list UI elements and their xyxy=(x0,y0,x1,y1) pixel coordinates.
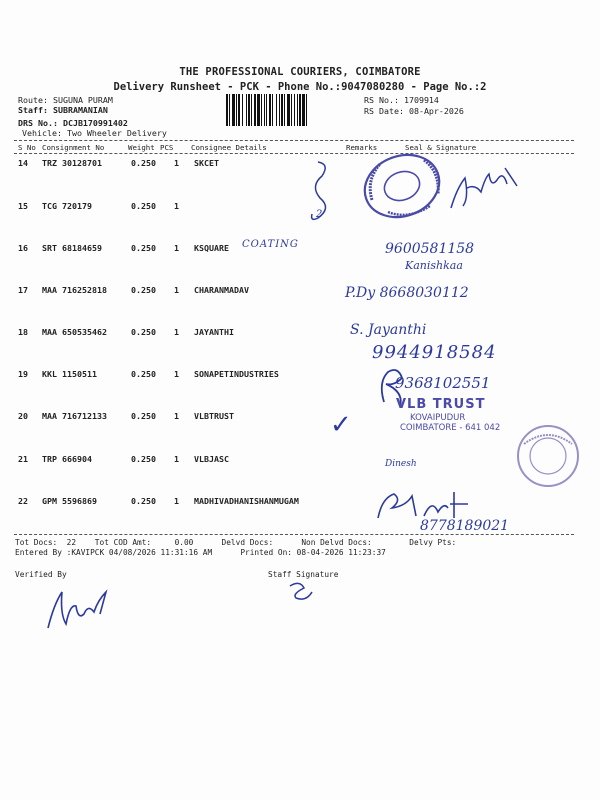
table-row xyxy=(0,243,600,263)
row-pcs: 1 xyxy=(174,158,179,168)
college-seal-stamp xyxy=(358,150,454,222)
route-label: Route: SUGUNA PURAM xyxy=(18,95,113,105)
row-consignee: JAYANTHI xyxy=(194,327,234,337)
handwritten-phone: 9944918584 xyxy=(372,342,497,363)
entered-line: Entered By :KAVIPCK 04/08/2026 11:31:16 AM Printed On: 08-04-2026 11:23:37 xyxy=(15,548,386,557)
handwritten-name: Kanishkaa xyxy=(405,259,463,272)
staff-signature xyxy=(282,578,322,604)
signature-mark xyxy=(445,158,525,218)
handwritten-phone: 9600581158 xyxy=(385,241,475,257)
row-sno: 21 xyxy=(18,454,28,464)
row-consignment: TRZ 30128701 xyxy=(42,158,102,168)
staff-label: Staff: SUBRAMANIAN xyxy=(18,105,108,115)
handwritten-phone: P.Dy 8668030112 xyxy=(345,285,469,301)
row-consignee: SKCET xyxy=(194,158,219,168)
row-sno: 15 xyxy=(18,201,28,211)
barcode xyxy=(226,94,358,126)
col-pcs: PCS xyxy=(160,143,174,152)
row-consignment: GPM 5596869 xyxy=(42,496,97,506)
col-consignee: Consignee Details xyxy=(191,143,267,152)
row-sno: 20 xyxy=(18,411,28,421)
handwritten-coating: COATING xyxy=(242,239,299,250)
row-weight: 0.250 xyxy=(131,411,156,421)
row-consignment: SRT 68184659 xyxy=(42,243,102,253)
handwritten-signature: 9368102551 xyxy=(395,374,491,392)
row-sno: 16 xyxy=(18,243,28,253)
table-row xyxy=(0,369,600,389)
row-weight: 0.250 xyxy=(131,243,156,253)
table-row xyxy=(0,496,600,516)
verifier-signature xyxy=(40,584,120,634)
handwritten-two: 2 xyxy=(316,209,323,220)
row-consignment: TCG 720179 xyxy=(42,201,92,211)
verified-by-label: Verified By xyxy=(15,570,67,579)
row-consignee: KSQUARE xyxy=(194,243,229,253)
row-weight: 0.250 xyxy=(131,158,156,168)
vlb-stamp-name: VLB TRUST xyxy=(396,397,486,412)
row-consignee: VLBJASC xyxy=(194,454,229,464)
handwritten-phone: 8778189021 xyxy=(420,518,510,534)
vlb-stamp-place: KOVAIPUDUR xyxy=(410,413,466,423)
table-row xyxy=(0,285,600,305)
handwritten-name: Dinesh xyxy=(385,459,417,469)
company-title: THE PROFESSIONAL COURIERS, COIMBATORE xyxy=(179,66,421,78)
drs-number: DRS No.: DCJB170991402 xyxy=(18,118,128,128)
staff-signature-label: Staff Signature xyxy=(268,570,339,579)
row-consignment: TRP 666904 xyxy=(42,454,92,464)
row-weight: 0.250 xyxy=(131,327,156,337)
col-consignment: Consignment No xyxy=(42,143,105,152)
row-pcs: 1 xyxy=(174,243,179,253)
totals-line: Tot Docs: 22 Tot COD Amt: 0.00 Delvd Docs: Non Delvd Docs: Delvy Pts: xyxy=(15,538,457,547)
rs-date: RS Date: 08-Apr-2026 xyxy=(364,106,464,116)
table-row xyxy=(0,327,600,347)
row-pcs: 1 xyxy=(174,285,179,295)
vehicle-label: Vehicle: Two Wheeler Delivery xyxy=(22,128,167,138)
row-consignment: MAA 716252818 xyxy=(42,285,107,295)
row-pcs: 1 xyxy=(174,327,179,337)
row-consignee: SONAPETINDUSTRIES xyxy=(194,369,279,379)
row-pcs: 1 xyxy=(174,411,179,421)
row-sno: 18 xyxy=(18,327,28,337)
row-weight: 0.250 xyxy=(131,285,156,295)
faded-seal-stamp xyxy=(508,420,588,490)
handwritten-name: S. Jayanthi xyxy=(350,322,427,338)
rs-number: RS No.: 1709914 xyxy=(364,95,439,105)
col-remarks: Remarks xyxy=(346,143,378,152)
row-consignee: MADHIVADHANISHANMUGAM xyxy=(194,496,299,506)
row-consignee: CHARANMADAV xyxy=(194,285,249,295)
row-sno: 22 xyxy=(18,496,28,506)
vlb-stamp-city: COIMBATORE - 641 042 xyxy=(400,423,501,433)
row-consignment: MAA 650535462 xyxy=(42,327,107,337)
row-weight: 0.250 xyxy=(131,369,156,379)
row-weight: 0.250 xyxy=(131,201,156,211)
row-weight: 0.250 xyxy=(131,454,156,464)
row-pcs: 1 xyxy=(174,454,179,464)
row-consignment: MAA 716712133 xyxy=(42,411,107,421)
row-consignee: VLBTRUST xyxy=(194,411,234,421)
checkmark-icon: ✓ xyxy=(330,410,352,440)
col-sno: S No xyxy=(18,143,36,152)
col-seal: Seal & Signature xyxy=(405,143,477,152)
row-weight: 0.250 xyxy=(131,496,156,506)
runsheet-subtitle: Delivery Runsheet - PCK - Phone No.:9047080280 - Page No.:2 xyxy=(113,81,487,93)
row-pcs: 1 xyxy=(174,496,179,506)
row-sno: 17 xyxy=(18,285,28,295)
col-weight: Weight xyxy=(128,143,155,152)
row-sno: 14 xyxy=(18,158,28,168)
row-consignment: KKL 1150511 xyxy=(42,369,97,379)
row-pcs: 1 xyxy=(174,369,179,379)
row-pcs: 1 xyxy=(174,201,179,211)
row-sno: 19 xyxy=(18,369,28,379)
